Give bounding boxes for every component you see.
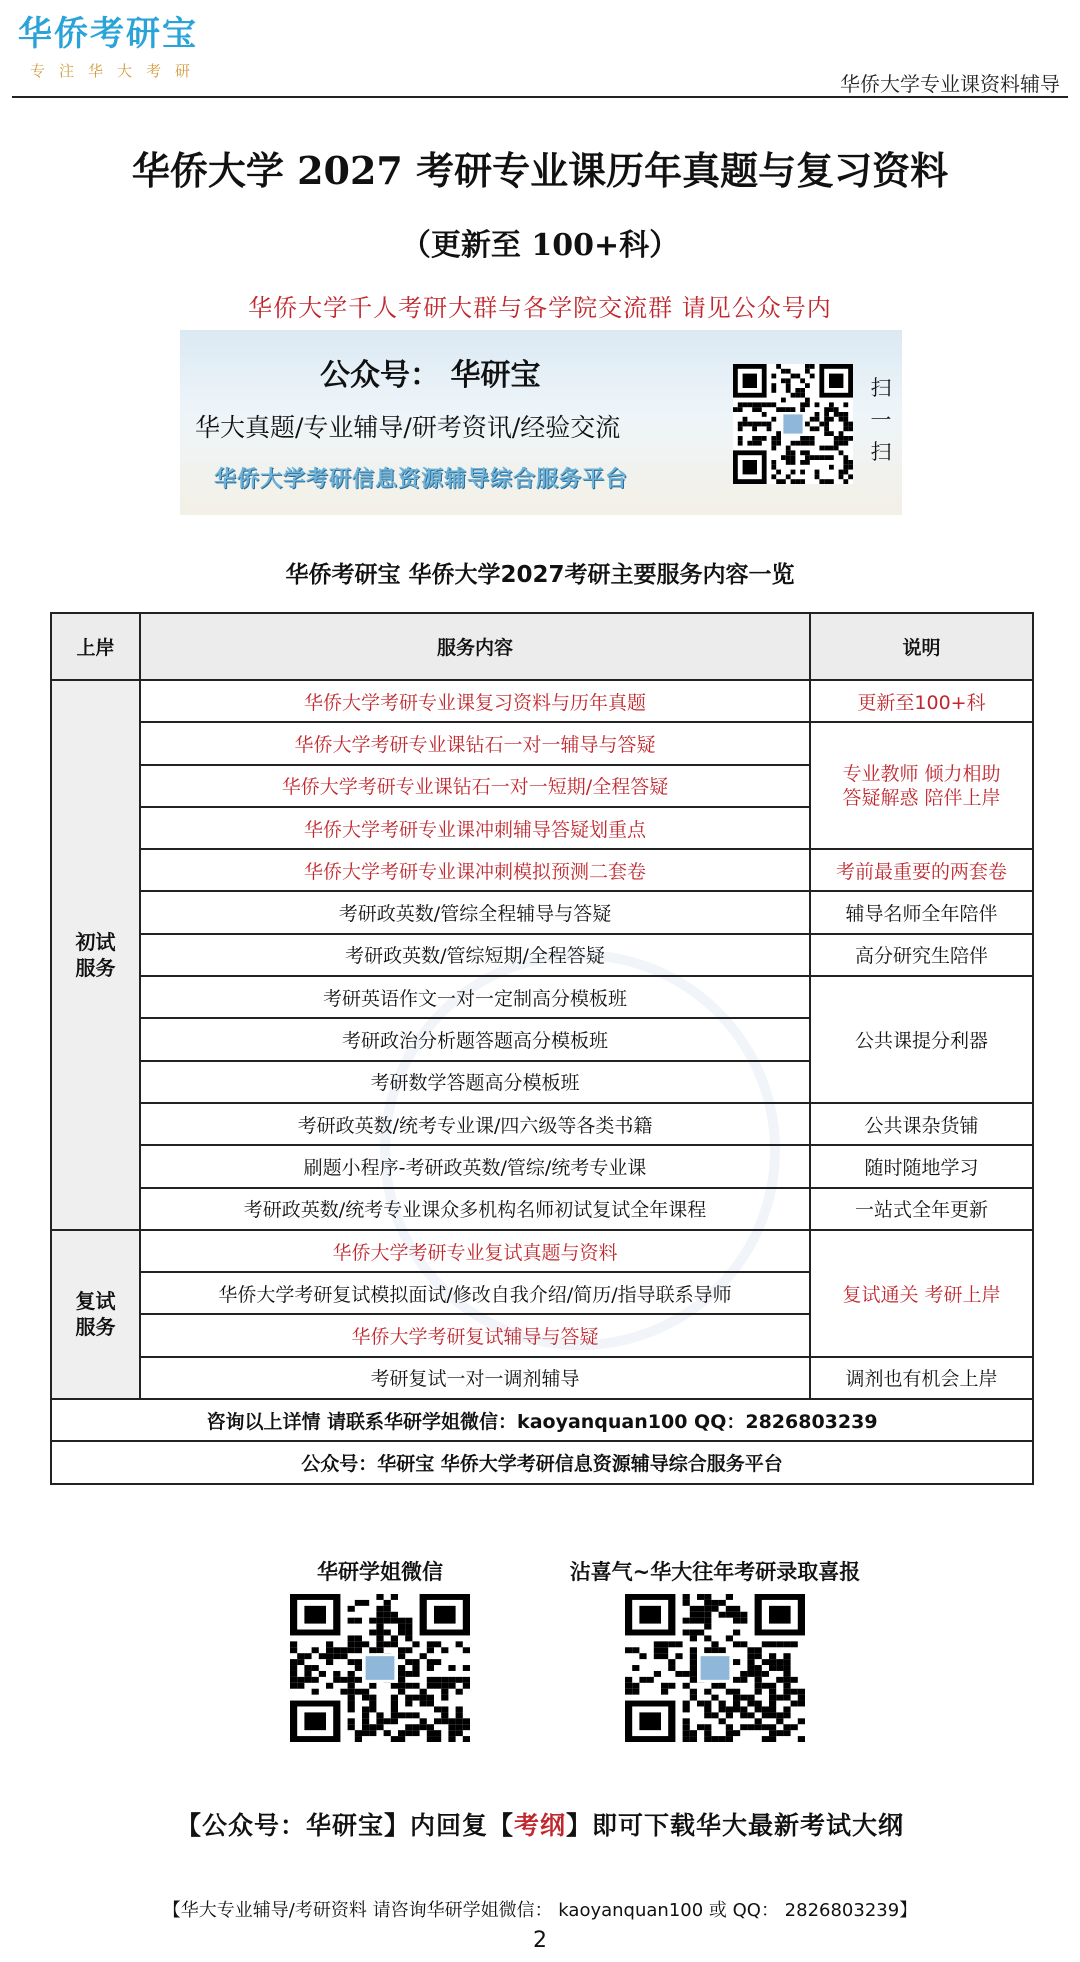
download-text-2: 】即可下载华大最新考试大纲 (566, 1811, 905, 1840)
page-subtitle: （更新至 100+科） (400, 228, 680, 263)
service-cell: 考研政英数/统考专业课/四六级等各类书籍 (140, 1103, 810, 1145)
table-row (51, 1103, 1033, 1145)
table-row (51, 1230, 1033, 1272)
service-cell: 考研政英数/管综全程辅导与答疑 (140, 891, 810, 933)
category-cell: 初试 服务 (51, 680, 140, 1230)
column-header: 服务内容 (140, 613, 810, 680)
note-cell: 公共课提分利器 (810, 976, 1033, 1103)
logo-title: 华侨考研宝 (18, 14, 198, 54)
table-row (51, 722, 1033, 764)
table-heading: 华侨考研宝 华侨大学2027考研主要服务内容一览 (285, 562, 795, 588)
note-cell: 一站式全年更新 (810, 1188, 1033, 1230)
note-cell: 复试通关 考研上岸 (810, 1230, 1033, 1357)
table-row (51, 849, 1033, 891)
banner-platform: 华侨大学考研信息资源辅导综合服务平台 (214, 467, 629, 492)
table-row (51, 976, 1033, 1018)
service-cell: 华侨大学考研专业课钻石一对一短期/全程答疑 (140, 765, 810, 807)
note-cell: 调剂也有机会上岸 (810, 1357, 1033, 1399)
banner-description: 华大真题/专业辅导/研考资讯/经验交流 (195, 413, 621, 442)
scan-char: 扫 (870, 440, 892, 464)
download-notice (0, 1806, 1080, 1842)
qr-left-block (270, 1556, 490, 1742)
group-notice: 华侨大学千人考研大群与各学院交流群 请见公众号内 (248, 294, 832, 322)
logo (18, 14, 204, 81)
banner-title: 公众号： 华研宝 (320, 358, 541, 393)
note-cell: 专业教师 倾力相助 答疑解惑 陪伴上岸 (810, 722, 1033, 849)
service-cell: 考研政英数/管综短期/全程答疑 (140, 934, 810, 976)
service-cell: 考研政治分析题答题高分模板班 (140, 1018, 810, 1060)
note-cell: 高分研究生陪伴 (810, 934, 1033, 976)
table-row (51, 1188, 1033, 1230)
scan-char: 一 (870, 408, 892, 432)
service-table (50, 612, 1034, 1485)
service-cell: 华侨大学考研复试辅导与答疑 (140, 1314, 810, 1356)
note-cell: 更新至100+科 (810, 680, 1033, 722)
table-row (51, 1357, 1033, 1399)
table-row (51, 934, 1033, 976)
service-cell: 华侨大学考研专业课钻石一对一辅导与答疑 (140, 722, 810, 764)
platform-row (51, 1441, 1033, 1483)
table-row (51, 891, 1033, 933)
header-right-text: 华侨大学专业课资料辅导 (840, 72, 1060, 96)
download-text-1: 【公众号：华研宝】内回复【 (175, 1811, 514, 1840)
footer-contact: 【华大专业辅导/考研资料 请咨询华研学姐微信： kaoyanquan100 或 QQ： 2826803239】 (162, 1900, 918, 1921)
wechat-qr-code[interactable] (290, 1594, 470, 1742)
service-cell: 考研英语作文一对一定制高分模板班 (140, 976, 810, 1018)
service-cell: 华侨大学考研专业课冲刺模拟预测二套卷 (140, 849, 810, 891)
column-header: 说明 (810, 613, 1033, 680)
column-header: 上岸 (51, 613, 140, 680)
category-cell: 复试 服务 (51, 1230, 140, 1399)
page-title: 华侨大学 2027 考研专业课历年真题与复习资料 (131, 148, 949, 193)
wechat-banner (180, 330, 902, 515)
service-cell: 考研政英数/统考专业课众多机构名师初试复试全年课程 (140, 1188, 810, 1230)
qr-right-label: 沾喜气~华大往年考研录取喜报 (569, 1559, 861, 1584)
admission-news-qr-code[interactable] (625, 1594, 805, 1742)
scan-char: 扫 (870, 376, 892, 400)
page-number: 2 (533, 1928, 547, 1953)
contact-cell: 咨询以上详情 请联系华研学姐微信：kaoyanquan100 QQ：2826803239 (51, 1399, 1033, 1441)
service-cell: 华侨大学考研专业复试真题与资料 (140, 1230, 810, 1272)
table-row (51, 1145, 1033, 1187)
table-header-row (51, 613, 1033, 680)
note-cell: 考前最重要的两套卷 (810, 849, 1033, 891)
note-cell: 辅导名师全年陪伴 (810, 891, 1033, 933)
note-cell: 公共课杂货铺 (810, 1103, 1033, 1145)
header-divider (12, 96, 1068, 98)
qr-right-block (545, 1556, 885, 1742)
platform-cell: 公众号：华研宝 华侨大学考研信息资源辅导综合服务平台 (51, 1441, 1033, 1483)
service-cell: 华侨大学考研专业课复习资料与历年真题 (140, 680, 810, 722)
banner-qr-code[interactable] (733, 364, 853, 484)
download-keyword: 考纲 (513, 1811, 566, 1840)
note-cell: 随时随地学习 (810, 1145, 1033, 1187)
contact-row (51, 1399, 1033, 1441)
qr-left-label: 华研学姐微信 (317, 1559, 443, 1584)
service-cell: 华侨大学考研专业课冲刺辅导答疑划重点 (140, 807, 810, 849)
service-cell: 刷题小程序-考研政英数/管综/统考专业课 (140, 1145, 810, 1187)
logo-slogan: 专注华大考研 (30, 62, 205, 80)
scan-prompt (870, 372, 892, 468)
service-cell: 考研数学答题高分模板班 (140, 1061, 810, 1103)
service-cell: 华侨大学考研复试模拟面试/修改自我介绍/简历/指导联系导师 (140, 1272, 810, 1314)
table-row (51, 680, 1033, 722)
service-cell: 考研复试一对一调剂辅导 (140, 1357, 810, 1399)
